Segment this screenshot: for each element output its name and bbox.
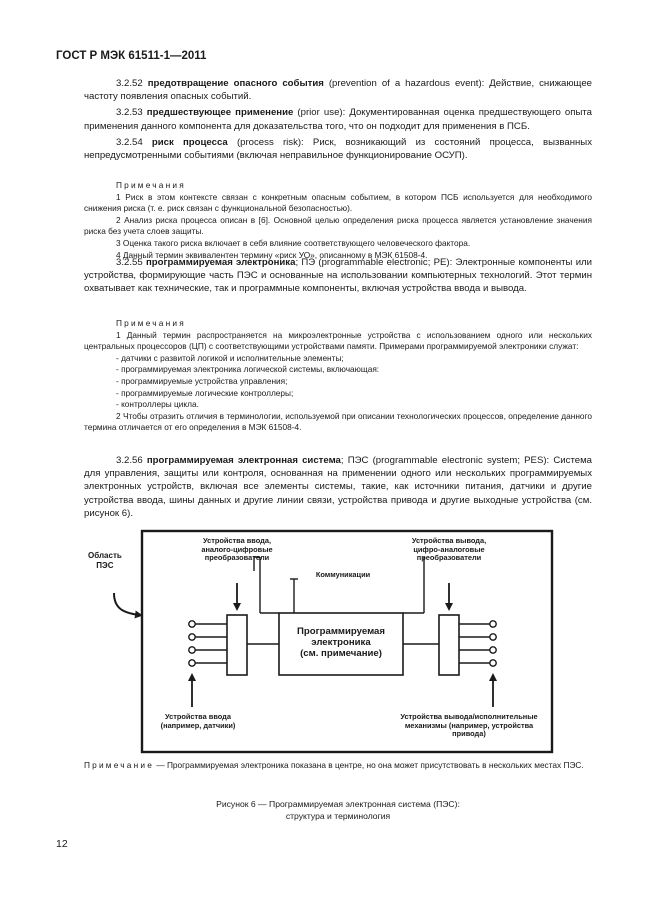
term-number: 3.2.55 — [116, 257, 143, 268]
label-communications: Коммуникации — [315, 570, 371, 579]
label-input-devices-bottom: Устройства ввода (например, датчики) — [160, 712, 236, 730]
document-header: ГОСТ Р МЭК 61511-1—2011 — [56, 50, 207, 62]
label-pes-area: Область ПЭС — [88, 551, 122, 570]
label-programmable-electronics: Программируемая электроника (см. примечание) — [297, 626, 385, 659]
terms-block — [84, 77, 592, 162]
output-interface-box — [439, 615, 459, 675]
note-item: 1 Риск в этом контексте связан с конкретным опасным событием, в котором ПСБ используется для необходимого снижения риска (т. е. риск связан с функциональной безопасностью). — [84, 191, 592, 214]
page-number: 12 — [56, 838, 68, 850]
figure-caption — [84, 798, 592, 822]
communication-lines — [254, 557, 424, 613]
term-name: программируемая электронная система — [146, 455, 341, 466]
term-number: 3.2.52 — [116, 78, 143, 89]
list-item: - программируемая электроника логической системы, включающая: — [116, 364, 380, 375]
note-item: 3 Оценка такого риска включает в себя влияние соответствующего человеческого фактора. — [116, 237, 471, 248]
term-name: программируемая электроника — [145, 257, 296, 268]
note-item: 1 Данный термин распространяется на микроэлектронные устройства с использованием одного или нескольких центральных процессоров (ЦП) с соответствующими устройствами памяти. Примерами программируемой электроники служат: — [84, 329, 592, 352]
input-terminals — [189, 621, 227, 666]
term-definition: (prevention of a hazardous event): Действие, снижающее частоту появления опасных событий. — [84, 78, 592, 103]
list-item: - контроллеры цикла. — [116, 399, 199, 410]
term-3-2-53 — [84, 106, 592, 132]
label-output-devices-top: Устройства вывода, цифро-аналоговые преобразователи — [411, 536, 487, 563]
term-number: 3.2.54 — [116, 136, 143, 148]
notes-heading: Примечания — [116, 180, 186, 190]
note-item: 2 Анализ риска процесса описан в [6]. Основной целью определения риска процесса является установление значения риска без учета слоев защиты. — [84, 214, 592, 237]
label-input-devices-top: Устройства ввода, аналого-цифровые преобразователи — [201, 536, 273, 563]
note-item: 4 Данный термин эквивалентен термину «риск УО», описанному в МЭК 61508-4. — [116, 249, 428, 260]
term-name: предотвращение опасного события — [147, 78, 324, 89]
term-3-2-54 — [84, 136, 592, 162]
list-item: - датчики с развитой логикой и исполнительные элементы; — [116, 352, 344, 363]
input-interface-box — [227, 615, 247, 675]
term-definition: (prior use): Документированная оценка предшествующего опыта применения данного компонента для доказательства того, что он подходит для применения в ПСБ. — [84, 107, 592, 132]
figure-note-heading: Примечание — [84, 760, 155, 770]
term-number: 3.2.53 — [116, 107, 143, 119]
label-output-devices-bottom: Устройства вывода/исполнительные механизмы (например, устройства привода) — [400, 712, 538, 739]
notes-block-1 — [84, 180, 592, 261]
term-3-2-55 — [84, 256, 592, 296]
term-3-2-56 — [84, 454, 592, 520]
notes-block-2 — [84, 318, 592, 434]
output-terminals — [459, 621, 496, 666]
figure-note — [84, 760, 592, 772]
term-definition: ; ПЭС (programmable electronic system; PES): Система для управления, защиты или контроля, основанная на применении одного или нескольких программируемых электронных устройств, включая все элементы системы, такие, как источники питания, датчики и другие устройства ввода, шины данных и другие линии связи, устройства привода и другие выходные устройства (см. рисунок 6). — [84, 455, 593, 519]
term-3-2-52 — [84, 77, 592, 103]
term-name: риск процесса — [151, 136, 228, 148]
list-item: - программируемые устройства управления; — [116, 375, 288, 386]
caption-line: Рисунок 6 — Программируемая электронная система (ПЭС): — [216, 799, 460, 809]
figure-note-text: — Программируемая электроника показана в центре, но она может присутствовать в нескольких местах ПЭС. — [154, 760, 584, 770]
notes-heading: Примечания — [116, 318, 186, 328]
term-definition: (process risk): Риск, возникающий из состояний процесса, вызванных непредусмотренными событиями (включая неправильное функционирование ОСУП). — [84, 136, 592, 162]
caption-line: структура и терминология — [285, 811, 391, 821]
term-name: предшествующее применение — [146, 107, 294, 119]
term-definition: ; ПЭ (programmable electronic; PE): Электронные компоненты или устройства, формирующие часть ПЭС и основанные на использовании компьютерных технологий. Этот термин охватывает как технические, так и программные компоненты, включая устройства ввода и вывода. — [84, 257, 593, 295]
figure-6-pes-diagram — [84, 527, 592, 763]
arrow-pes-area — [114, 593, 139, 615]
list-item: - программируемые логические контроллеры; — [116, 387, 294, 398]
note-item: 2 Чтобы отразить отличия в терминологии, используемой при описании технологических процессов, определение данного термина отличается от его определения в МЭК 61508-4. — [84, 410, 592, 433]
term-number: 3.2.56 — [116, 455, 143, 466]
